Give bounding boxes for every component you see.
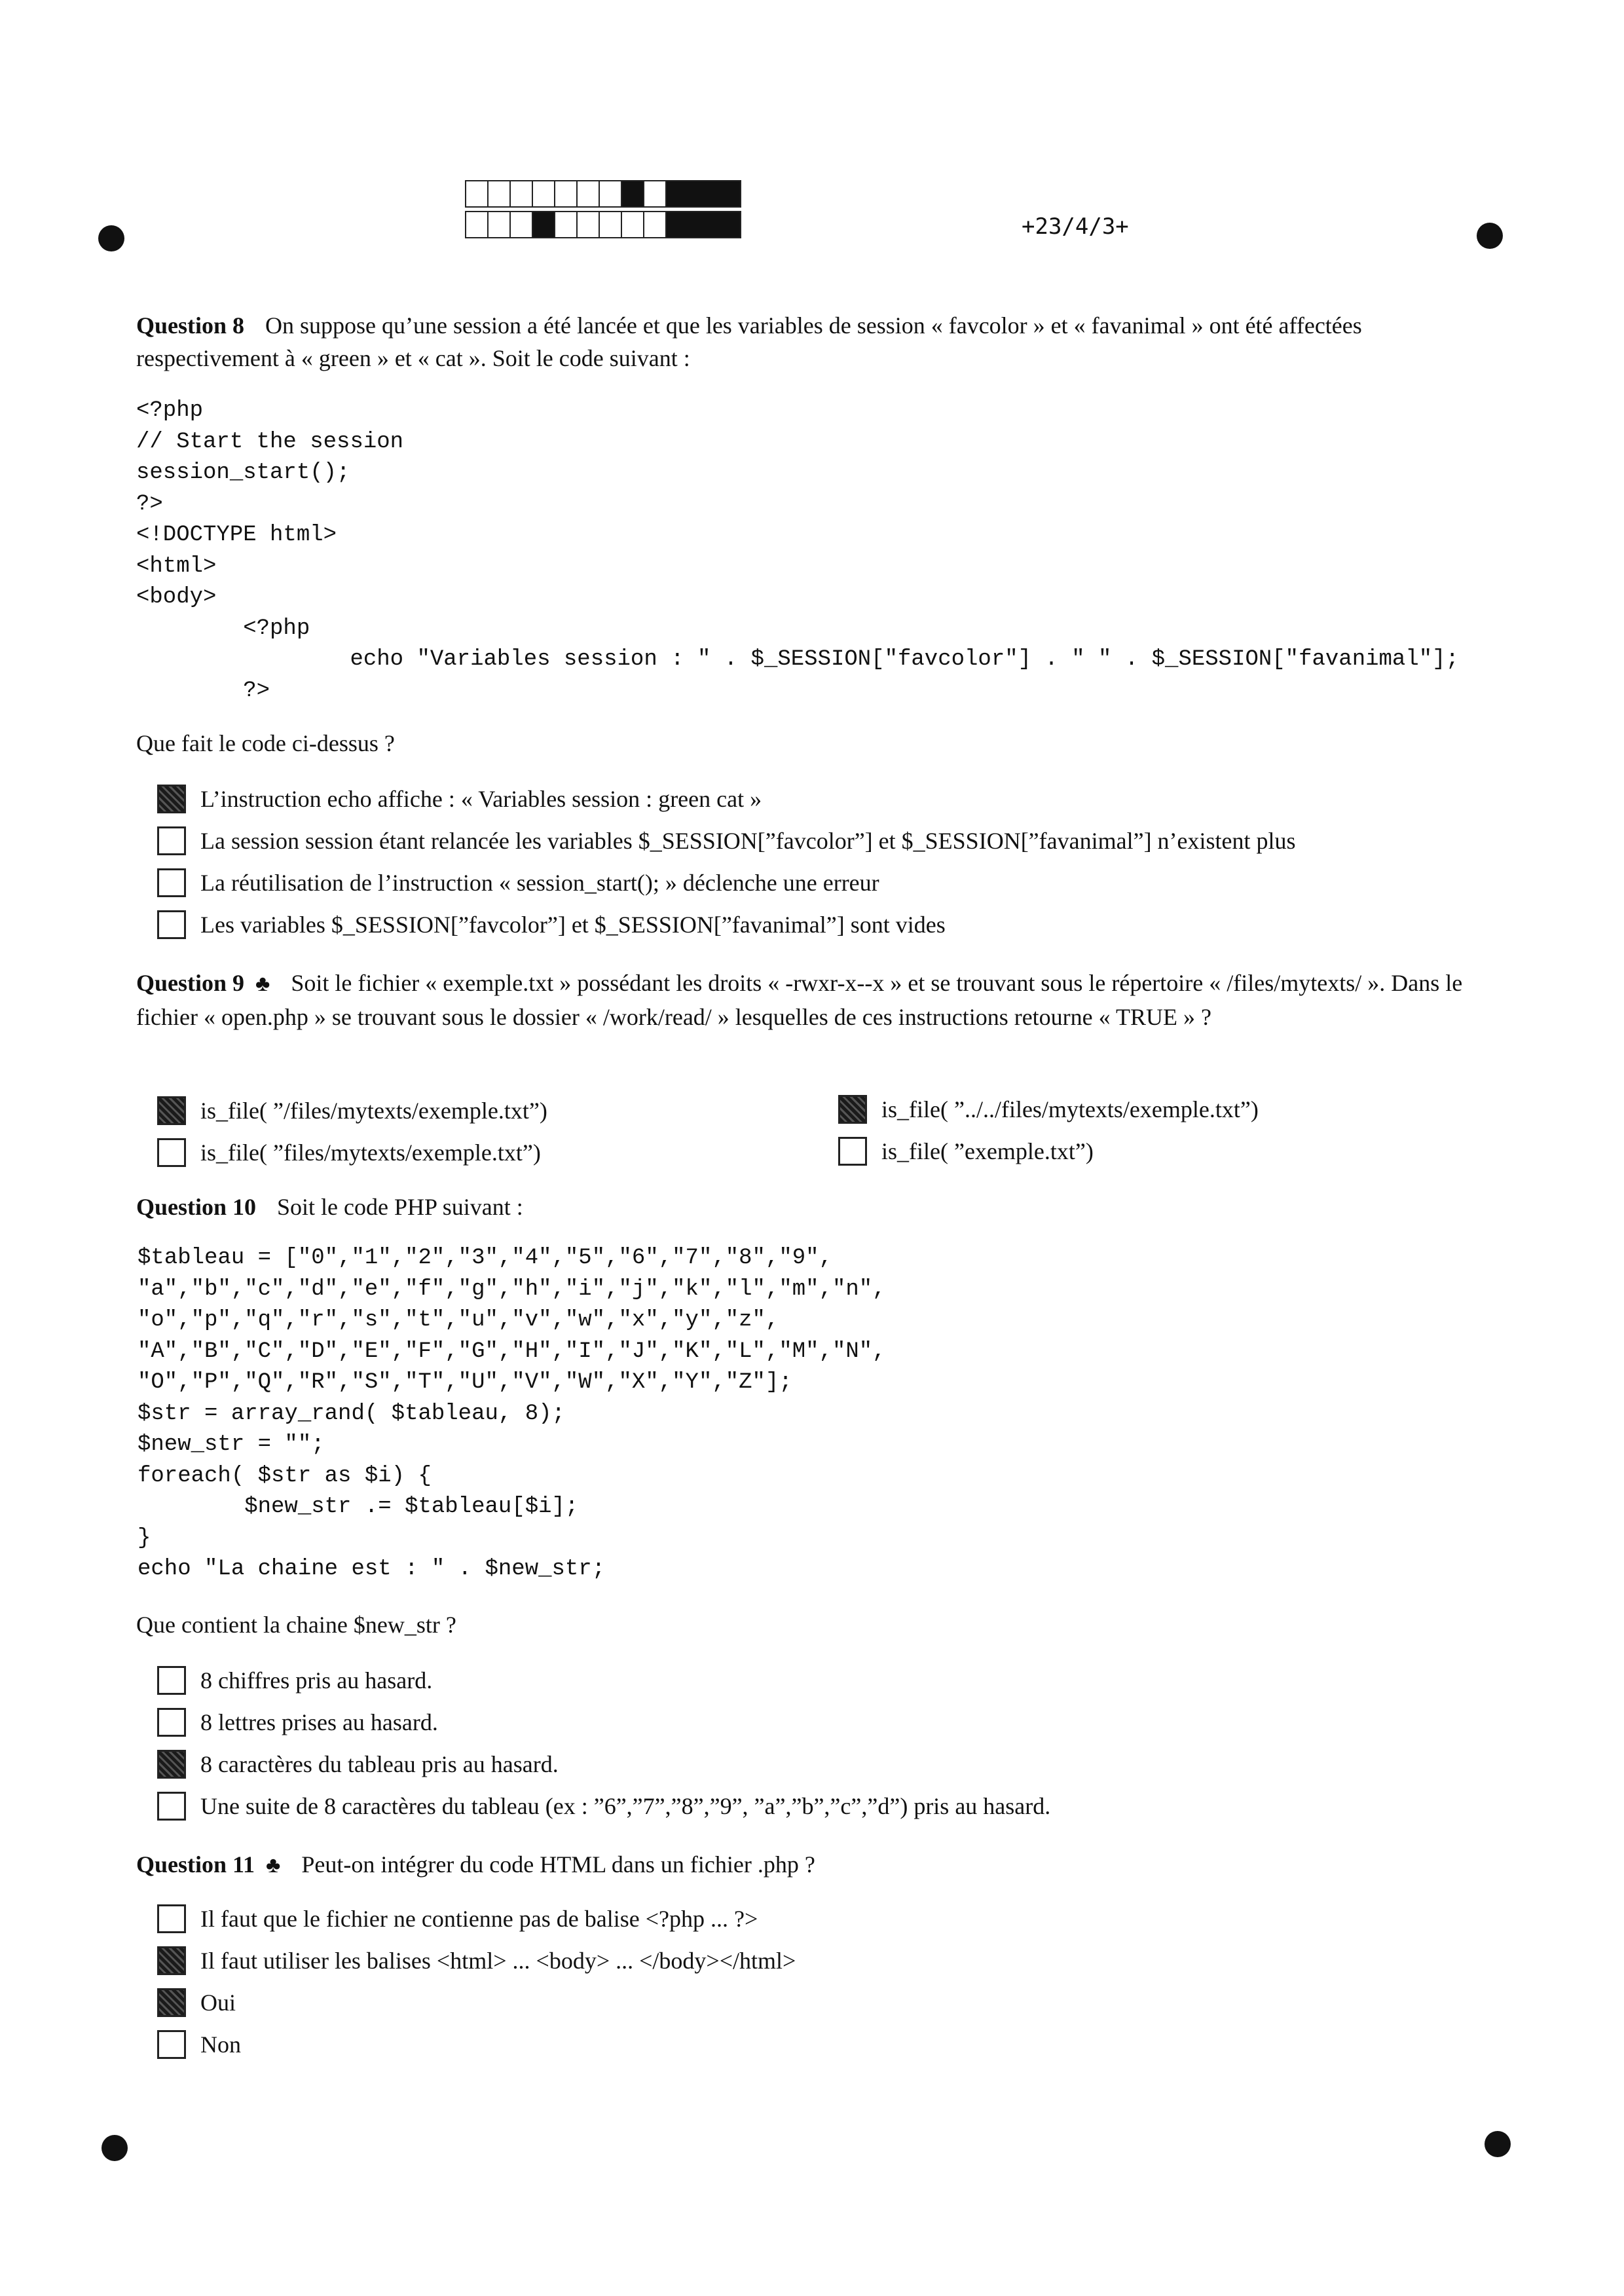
barcode-cell <box>511 181 533 206</box>
barcode-cell <box>622 181 644 206</box>
page-id: +23/4/3+ <box>1022 213 1129 240</box>
question-11 <box>136 1848 1472 1882</box>
barcode-cell <box>644 212 667 237</box>
answer-text: 8 caractères du tableau pris au hasard. <box>200 1751 559 1777</box>
barcode-cell <box>644 181 667 206</box>
question-label: Question 11 ♣ <box>136 1851 281 1878</box>
answer-option[interactable] <box>157 1898 796 1940</box>
page-barcode-bottom <box>465 211 741 238</box>
answer-text: Il faut que le fichier ne contienne pas de balise <?php ... ?> <box>200 1906 758 1932</box>
answer-text: La session session étant relancée les variables $_SESSION[”favcolor”] et $_SESSION[”favanimal”] n’existent plus <box>200 828 1296 854</box>
checkbox[interactable] <box>157 2030 186 2059</box>
answer-text: is_file( ”/files/mytexts/exemple.txt”) <box>200 1098 547 1124</box>
answer-text: is_file( ”../../files/mytexts/exemple.txt”) <box>881 1096 1259 1122</box>
checkbox[interactable] <box>157 1946 186 1975</box>
answer-option[interactable] <box>157 1743 1050 1785</box>
registration-dot-bottom-left <box>101 2135 128 2161</box>
question-text: Soit le fichier « exemple.txt » possédant les droits « -rwxr-x--x » et se trouvant sous le répertoire « /files/mytexts/ ». Dans le fichier « open.php » se trouvant sous le dossier « /work/read/ » lesquelles de ces instructions retourne « TRUE » ? <box>136 970 1463 1030</box>
checkbox[interactable] <box>157 1096 186 1125</box>
answer-text: Une suite de 8 caractères du tableau (ex : ”6”,”7”,”8”,”9”, ”a”,”b”,”c”,”d”) pris au hasard. <box>200 1793 1051 1819</box>
barcode-cell <box>489 181 511 206</box>
answer-option[interactable] <box>157 1659 1050 1701</box>
answer-text: L’instruction echo affiche : « Variables session : green cat » <box>200 786 762 812</box>
barcode-cell <box>555 212 578 237</box>
question-prompt-q8: Que fait le code ci-dessus ? <box>136 730 395 756</box>
checkbox[interactable] <box>157 910 186 939</box>
answers-q8 <box>157 778 1296 946</box>
checkbox[interactable] <box>838 1095 867 1124</box>
question-text: Soit le code PHP suivant : <box>277 1194 523 1220</box>
barcode-cell <box>511 212 533 237</box>
barcode-cell <box>578 212 600 237</box>
answer-option[interactable] <box>157 1785 1050 1827</box>
page-barcode-top <box>465 180 741 208</box>
question-10 <box>136 1191 1472 1223</box>
barcode-bar <box>667 212 740 237</box>
club-icon: ♣ <box>266 1853 281 1878</box>
registration-dot-top-right <box>1477 223 1503 249</box>
club-icon: ♣ <box>255 972 270 996</box>
answer-text: is_file( ”files/mytexts/exemple.txt”) <box>200 1139 541 1166</box>
answer-text: La réutilisation de l’instruction « session_start(); » déclenche une erreur <box>200 870 879 896</box>
barcode-cell <box>466 181 489 206</box>
checkbox[interactable] <box>157 785 186 813</box>
answer-text: Les variables $_SESSION[”favcolor”] et $_SESSION[”favanimal”] sont vides <box>200 912 946 938</box>
barcode-cell <box>622 212 644 237</box>
answer-text: is_file( ”exemple.txt”) <box>881 1138 1094 1164</box>
answers-q11 <box>157 1898 796 2065</box>
answer-option[interactable] <box>157 904 1296 946</box>
answer-option[interactable] <box>838 1088 1259 1130</box>
answer-text: Oui <box>200 1990 236 2016</box>
barcode-bar <box>667 181 740 206</box>
checkbox[interactable] <box>157 1988 186 2017</box>
barcode-cell <box>600 212 622 237</box>
barcode-cell <box>533 212 555 237</box>
question-label: Question 9 ♣ <box>136 970 270 996</box>
question-text: Peut-on intégrer du code HTML dans un fichier .php ? <box>301 1851 815 1878</box>
answers-q9 <box>157 1090 1467 1181</box>
question-8 <box>136 309 1472 375</box>
checkbox[interactable] <box>157 868 186 897</box>
checkbox[interactable] <box>157 1138 186 1167</box>
barcode-cell <box>555 181 578 206</box>
registration-dot-bottom-right <box>1485 2131 1511 2157</box>
checkbox[interactable] <box>157 826 186 855</box>
checkbox[interactable] <box>157 1708 186 1737</box>
checkbox[interactable] <box>157 1904 186 1933</box>
barcode-cell <box>533 181 555 206</box>
barcode-cell <box>466 212 489 237</box>
answer-option[interactable] <box>157 1701 1050 1743</box>
checkbox[interactable] <box>157 1792 186 1821</box>
answer-option[interactable] <box>157 1940 796 1982</box>
checkbox[interactable] <box>157 1666 186 1695</box>
answers-q10 <box>157 1659 1050 1827</box>
answer-option[interactable] <box>157 778 1296 820</box>
question-9 <box>136 967 1472 1033</box>
answer-option[interactable] <box>157 1090 547 1132</box>
question-label: Question 8 <box>136 312 245 339</box>
answer-text: 8 lettres prises au hasard. <box>200 1709 438 1735</box>
answer-option[interactable] <box>157 1132 541 1174</box>
question-text: On suppose qu’une session a été lancée et que les variables de session « favcolor » et « favanimal » ont été affectées respectivement à « green » et « cat ». Soit le code suivant : <box>136 312 1362 371</box>
barcode-cell <box>489 212 511 237</box>
code-block-q8: <?php // Start the session session_start(); ?> <!DOCTYPE html> <html> <body> <?php echo "Variables session : " . $_SESSION["favcolor"] . " " . $_SESSION["favanimal"]; ?> <box>136 398 1459 703</box>
answer-option[interactable] <box>157 820 1296 862</box>
registration-dot-top-left <box>98 225 124 251</box>
answer-option[interactable] <box>157 2024 796 2065</box>
answer-option[interactable] <box>157 862 1296 904</box>
question-label: Question 10 <box>136 1194 257 1220</box>
barcode-cell <box>578 181 600 206</box>
question-prompt-q10: Que contient la chaine $new_str ? <box>136 1612 456 1638</box>
answer-text: 8 chiffres pris au hasard. <box>200 1667 433 1694</box>
answer-option[interactable] <box>157 1982 796 2024</box>
barcode-cell <box>600 181 622 206</box>
answer-text: Non <box>200 2031 241 2058</box>
code-block-q10: $tableau = ["0","1","2","3","4","5","6","7","8","9", "a","b","c","d","e","f","g","h","i","j","k","l","m","n", "o","p","q","r","s","t","u","v","w","x","y","z", "A","B","C","D","E","F","G","H","I","J","K","L","M","N", "O","P","Q","R","S","T","U","V","W","X","Y","Z"]; $str = array_rand( $tableau, 8); $new_str = ""; foreach( $str as $i) { $new_str .= $tableau[$i]; } echo "La chaine est : " . $new_str; <box>138 1246 886 1582</box>
answer-text: Il faut utiliser les balises <html> ... <body> ... </body></html> <box>200 1948 796 1974</box>
checkbox[interactable] <box>157 1750 186 1779</box>
answer-option[interactable] <box>838 1130 1094 1172</box>
checkbox[interactable] <box>838 1137 867 1166</box>
